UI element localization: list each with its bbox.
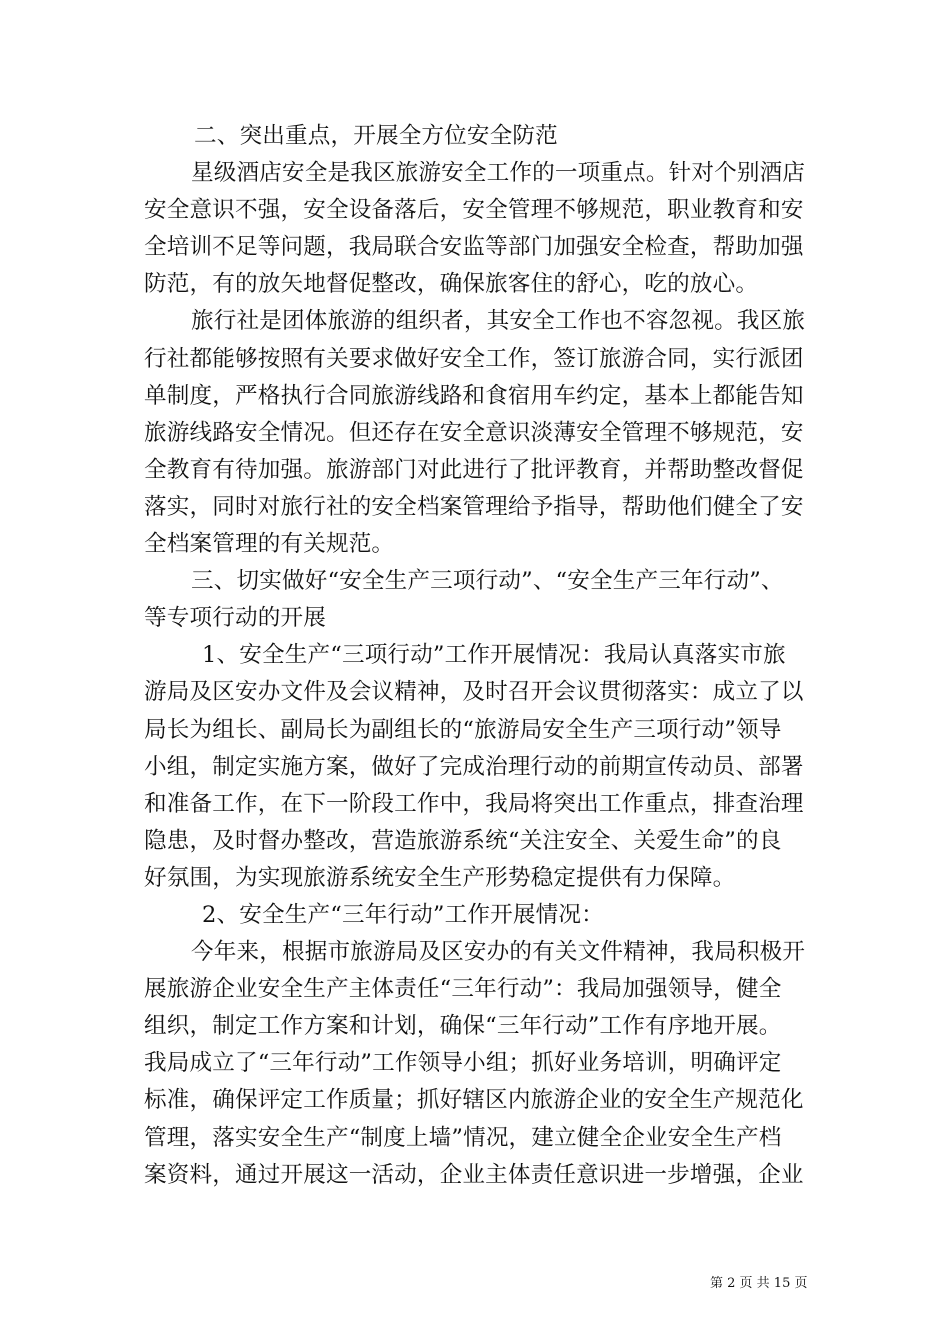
- paragraph-line: 防范，有的放矢地督促整改，确保旅客住的舒心，吃的放心。: [144, 271, 759, 298]
- paragraph-line: 行社都能够按照有关要求做好安全工作，签订旅游合同，实行派团: [144, 345, 804, 372]
- paragraph-line: 全培训不足等问题，我局联合安监等部门加强安全检查，帮助加强: [144, 234, 804, 261]
- paragraph-line: 案资料，通过开展这一活动，企业主体责任意识进一步增强，企业: [144, 1161, 804, 1188]
- paragraph-line: 安全意识不强，安全设备落后，安全管理不够规范，职业教育和安: [144, 197, 804, 224]
- paragraph-line: 标准，确保评定工作质量；抓好辖区内旅游企业的安全生产规范化: [144, 1087, 804, 1114]
- paragraph-line: 我局成立了“三年行动”工作领导小组；抓好业务培训，明确评定: [144, 1050, 782, 1077]
- paragraph-line: 星级酒店安全是我区旅游安全工作的一项重点。针对个别酒店: [191, 160, 806, 187]
- paragraph-line: 管理，落实安全生产“制度上墙”情况，建立健全企业安全生产档: [144, 1124, 782, 1151]
- paragraph-line: 和准备工作，在下一阶段工作中，我局将突出工作重点，排查治理: [144, 790, 804, 817]
- paragraph-line: 好氛围，为实现旅游系统安全生产形势稳定提供有力保障。: [144, 864, 736, 891]
- paragraph-line: 全教育有待加强。旅游部门对此进行了批评教育，并帮助整改督促: [144, 456, 804, 483]
- paragraph-line: 隐患，及时督办整改，营造旅游系统“关注安全、关爱生命”的良: [144, 827, 782, 854]
- subsection-heading-1: 1、安全生产“三项行动”工作开展情况：我局认真落实市旅: [202, 642, 786, 669]
- paragraph-line: 展旅游企业安全生产主体责任“三年行动”：我局加强领导，健全: [144, 976, 782, 1003]
- section-heading-3: 三、切实做好“安全生产三项行动”、“安全生产三年行动”、: [191, 568, 784, 595]
- paragraph-line: 今年来，根据市旅游局及区安办的有关文件精神，我局积极开: [191, 939, 806, 966]
- paragraph-line: 全档案管理的有关规范。: [144, 531, 395, 558]
- page-indicator: 第 2 页 共 15 页: [710, 1276, 808, 1291]
- subsection-heading-2: 2、安全生产“三年行动”工作开展情况：: [202, 901, 604, 928]
- paragraph-line: 单制度，严格执行合同旅游线路和食宿用车约定，基本上都能告知: [144, 382, 804, 409]
- document-body: [144, 118, 814, 1194]
- paragraph-line: 落实，同时对旅行社的安全档案管理给予指导，帮助他们健全了安: [144, 493, 804, 520]
- paragraph-line: 旅行社是团体旅游的组织者，其安全工作也不容忽视。我区旅: [191, 308, 806, 335]
- paragraph-line: 旅游线路安全情况。但还存在安全意识淡薄安全管理不够规范，安: [144, 419, 804, 446]
- paragraph-line: 组织，制定工作方案和计划，确保“三年行动”工作有序地开展。: [144, 1013, 782, 1040]
- paragraph-line: 小组，制定实施方案，做好了完成治理行动的前期宣传动员、部署: [144, 753, 804, 780]
- paragraph-line: 游局及区安办文件及会议精神，及时召开会议贯彻落实：成立了以: [144, 679, 804, 706]
- section-heading-3-continued: 等专项行动的开展: [144, 605, 326, 632]
- section-heading-2: 二、突出重点，开展全方位安全防范: [194, 123, 558, 149]
- paragraph-line: 局长为组长、副局长为副组长的“旅游局安全生产三项行动”领导: [144, 716, 782, 743]
